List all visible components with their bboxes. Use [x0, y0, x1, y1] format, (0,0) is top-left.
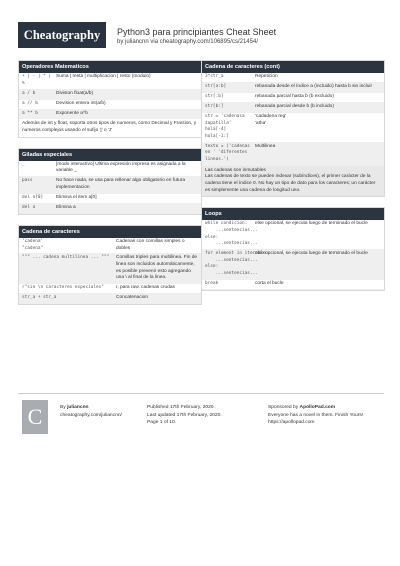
table-row: [19, 204, 201, 214]
code-cell: str[b:]: [205, 104, 224, 110]
page-title: Python3 para principiantes Cheat Sheet: [117, 27, 277, 37]
code-cell: pass: [22, 178, 33, 184]
desc-cell: Suma | resta | multiplicacion | resto (modulo): [56, 74, 151, 80]
code-cell: r"sin \n caracteres especiales": [22, 285, 104, 291]
section-note: Ademàs de int y float, soporta otros tipos de numeros, como Decimal y Fraction, y numeros complejos usando el sufijo 'j' o 'J': [22, 121, 197, 134]
code-cell: a ** b: [22, 110, 38, 116]
updated-date: Last updated 17th February, 2020.: [147, 412, 222, 418]
table-row: [19, 177, 201, 194]
table-row: [202, 280, 384, 290]
desc-cell: rebanada parcial desde b (b incluido): [255, 104, 334, 110]
code-cell: 'cadena' "cadena": [22, 238, 44, 251]
table-row: [202, 103, 384, 113]
table-row: [202, 143, 384, 166]
section-strings-cont: [201, 60, 385, 197]
desc-cell: No hace nada, se usa para rellenar algo obligatorio en futura implementacion: [56, 178, 186, 190]
desc-cell: rebanada desde el índice a (incluido) hasta b sin incluir: [255, 84, 373, 90]
section-title: Cadena de caracteres: [19, 226, 201, 238]
footer-sponsor: [268, 404, 378, 427]
code-cell: str[a:b]: [205, 84, 227, 90]
code-cell: a // b: [22, 100, 38, 106]
left-column: [18, 60, 202, 315]
desc-cell: Devision entera int(a/b): [56, 100, 106, 106]
table-row: [202, 220, 384, 250]
author-name[interactable]: juliancnn: [67, 405, 89, 410]
code-cell: + | - | * | %: [22, 74, 52, 86]
code-cell: str[:b]: [205, 94, 224, 100]
footer-author: [60, 404, 122, 419]
cheatography-logo[interactable]: Cheatography: [18, 22, 106, 48]
code-cell: """ ... cadena multilinea ... """: [22, 255, 110, 261]
table-row: [19, 254, 201, 284]
table-row: [202, 83, 384, 93]
desc-cell: [modo interactivo] Ultima expresión impresa es asignada a la variable _: [56, 161, 186, 174]
table-row: [19, 73, 201, 90]
desc-cell: corta el bucle: [255, 280, 284, 286]
table-row: [19, 284, 201, 294]
table-row: [202, 73, 384, 83]
table-row: [19, 194, 201, 204]
table-row: [202, 113, 384, 143]
desc-cell: else opcional, se ejecuta luego de terminado el bucle: [255, 221, 368, 227]
sponsor-text: Everyone has a novel in them. Finish Yours!: [268, 412, 364, 418]
code-cell: str_a + str_a: [22, 295, 57, 301]
table-row: [202, 250, 384, 280]
sponsor-name[interactable]: ApolloPad.com: [299, 405, 336, 410]
table-row: [19, 110, 201, 120]
code-cell: texto = ('cadenas en ' 'diferentes lineas.'): [205, 143, 250, 162]
section-title: Cadena de caracteres (cont): [202, 61, 384, 73]
sponsor-by: Sponsored by: [268, 405, 299, 410]
desc-cell: Comillas triples para multilinea. Fin de linea son incluidos automáticamente, es posible prevenir esto agregando una \ al final de la linea.: [116, 255, 198, 281]
desc-cell: Division float(a/b): [56, 90, 94, 96]
code-cell: del a: [22, 204, 36, 210]
desc-cell: Repeticion: [255, 74, 278, 80]
code-cell: a / b: [22, 90, 36, 96]
table-row: [19, 90, 201, 100]
section-note: Las cadenas son inmutables Las cadenas de texto se pueden indexar (subíndices), el primer carácter de la cadena tiene el índice 0. No hay un tipo de dato para los caracteres; un carácter es simplemente una cadena de longitud uno.: [202, 166, 384, 196]
table-row: [19, 161, 201, 178]
sponsor-link[interactable]: https://apollopad.com: [268, 420, 315, 426]
author-link[interactable]: cheatography.com/juliancnn/: [60, 412, 122, 418]
table-row: [19, 100, 201, 110]
desc-cell: else opcional, se ejecuta luego de terminado el bucle: [255, 251, 368, 257]
code-cell: while condicion: ...sentencias... else: ...sentencias...: [205, 221, 258, 247]
page-footer: [18, 393, 384, 443]
desc-cell: Exponente a^b: [56, 110, 88, 116]
code-cell: _: [22, 161, 25, 167]
section-extra: [18, 148, 202, 215]
cheatography-c-logo: C: [22, 400, 48, 434]
desc-cell: Elimina a: [56, 204, 76, 210]
section-strings: [18, 225, 202, 305]
desc-cell: Cadenas con comillas simples o dobles: [116, 238, 185, 251]
table-row: [19, 294, 201, 304]
section-title: Giladas especiales: [19, 149, 201, 161]
desc-cell: Concatenacion: [116, 295, 149, 301]
desc-cell: 'cadadena reg' 'atha': [255, 114, 287, 126]
right-column: [201, 60, 385, 301]
code-cell: 3*str_a: [205, 74, 224, 80]
desc-cell: rebanada parcial hasta b (b excluido): [255, 94, 334, 100]
table-row: [202, 93, 384, 103]
desc-cell: Multilinea: [255, 143, 276, 149]
footer-dates: [147, 404, 222, 427]
section-title: Loops: [202, 208, 384, 220]
code-cell: str = 'cadenasa zapatilla' hola[-4] hola[-1:]: [205, 114, 245, 139]
code-cell: break: [205, 280, 219, 286]
section-title: Operadores Matematicos: [19, 61, 201, 73]
section-loops: [201, 207, 385, 290]
page-number: Page 1 of 10.: [147, 420, 177, 426]
desc-cell: r, para raw. cadenas crudas: [116, 285, 175, 291]
author-by: By: [60, 405, 66, 410]
table-row: [19, 238, 201, 255]
code-cell: del a[0]: [22, 194, 44, 200]
desc-cell: Elimina el item a[0]: [56, 194, 97, 200]
published-date: Published 17th February, 2020.: [147, 405, 215, 410]
code-cell: for element in iterable: ...sentencias... else: ...sentencias...: [205, 251, 269, 276]
page-header: [0, 0, 400, 66]
section-math: [18, 60, 202, 138]
page-subtitle[interactable]: by juliancnn via cheatography.com/106895/cs/21454/: [117, 39, 258, 45]
